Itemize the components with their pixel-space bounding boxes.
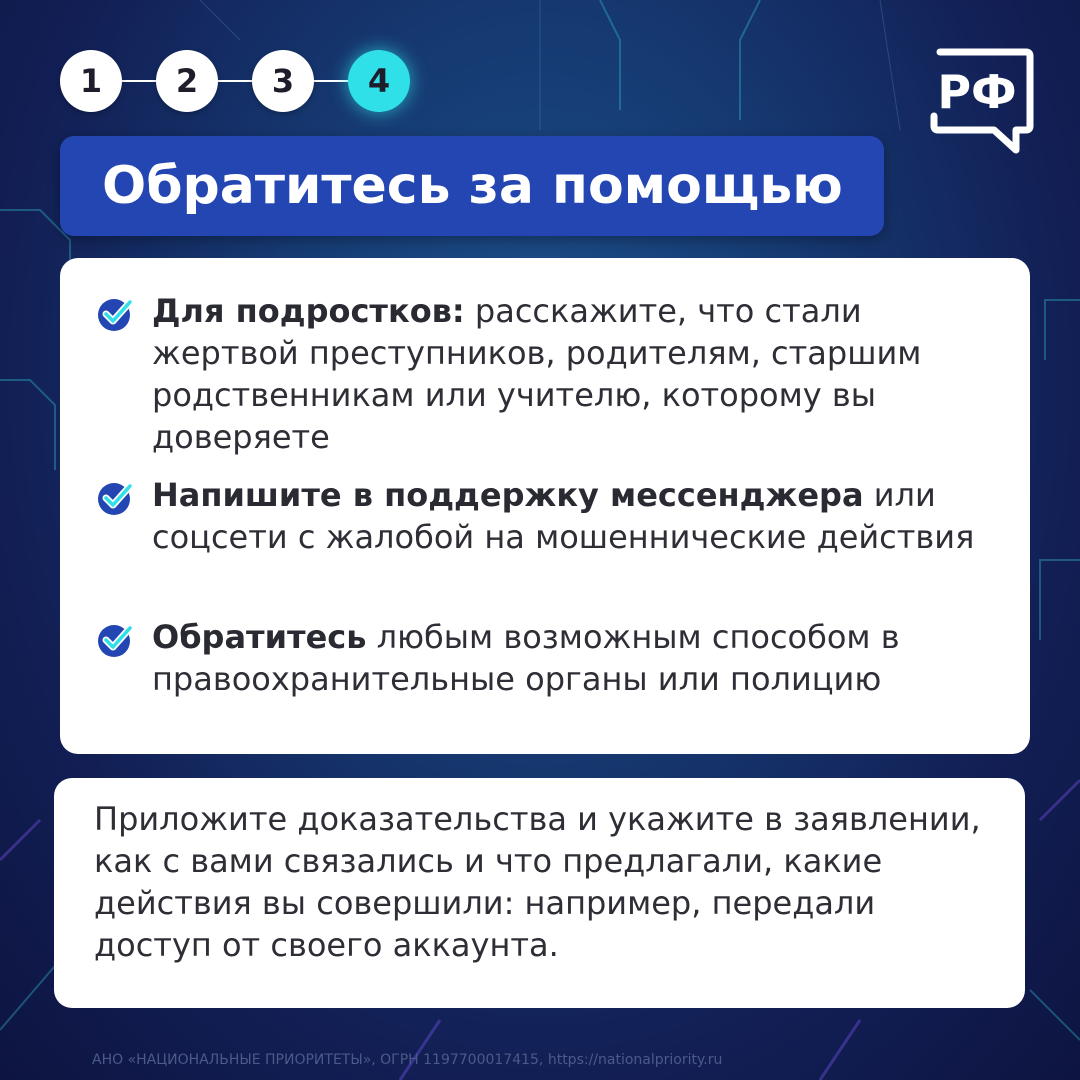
step-indicator — [60, 50, 410, 112]
evidence-note-card — [54, 778, 1025, 1008]
item-bold-text: Для подростков: — [152, 292, 465, 330]
check-circle-icon — [96, 295, 134, 333]
step-2: 2 — [156, 50, 218, 112]
evidence-note-text: Приложите доказательства и укажите в заявлении, как с вами связались и что предлагали, какие действия вы совершили: например, передали доступ от своего аккаунта. — [94, 800, 981, 964]
item-bold-text: Напишите в поддержку мессенджера — [152, 476, 864, 514]
item-text: или соцсети с жалобой на мошеннические действия — [152, 476, 975, 556]
title-banner — [60, 136, 884, 236]
step-connector — [91, 80, 379, 82]
list-item — [96, 290, 996, 458]
step-4-active: 4 — [348, 50, 410, 112]
rf-logo-text: РФ — [937, 65, 1017, 119]
page-title: Обратитесь за помощью — [102, 156, 843, 216]
footer-legal-text: АНО «НАЦИОНАЛЬНЫЕ ПРИОРИТЕТЫ», ОГРН 1197700017415, https://nationalpriority.ru — [92, 1052, 723, 1068]
check-circle-icon — [96, 621, 134, 659]
step-3: 3 — [252, 50, 314, 112]
help-steps-card — [60, 258, 1030, 754]
list-item — [96, 616, 996, 700]
item-text: расскажите, что стали жертвой преступников, родителям, старшим родственникам или учителю, которому вы доверяете — [152, 292, 922, 456]
item-text: любым возможным способом в правоохранительные органы или полицию — [152, 618, 900, 698]
list-item — [96, 474, 996, 558]
step-1: 1 — [60, 50, 122, 112]
item-bold-text: Обратитесь — [152, 618, 367, 656]
check-circle-icon — [96, 479, 134, 517]
